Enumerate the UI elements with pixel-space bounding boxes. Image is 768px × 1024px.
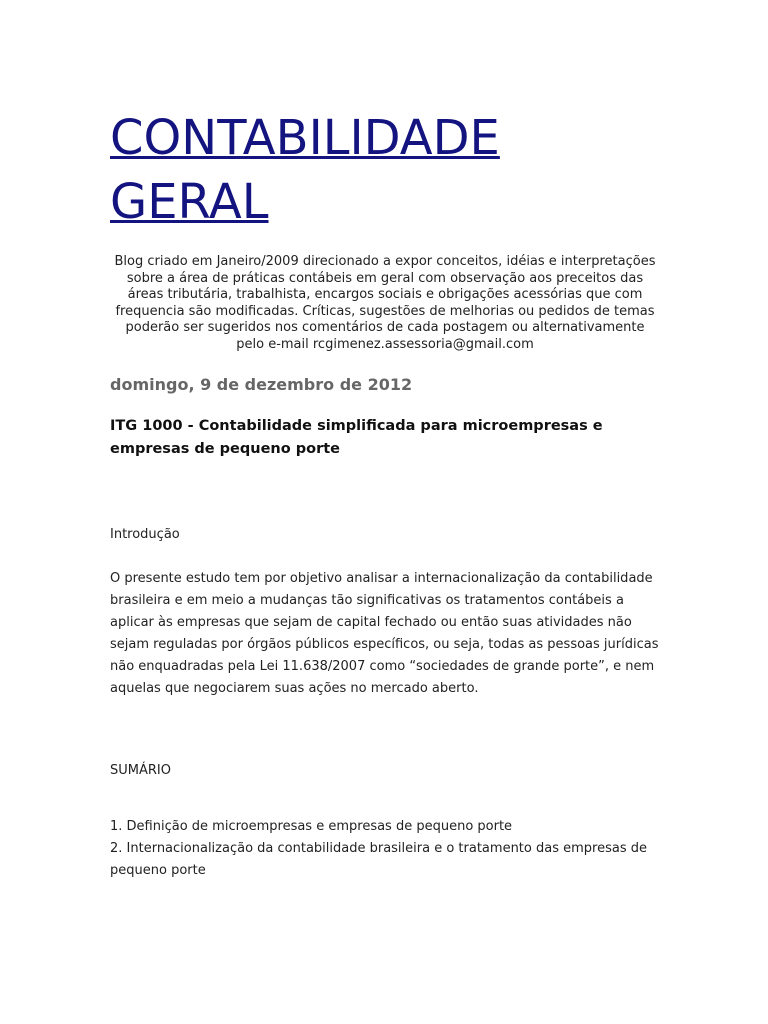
summary-list — [110, 816, 660, 882]
summary-item: 2. Internacionalização da contabilidade brasileira e o tratamento das empresas de pequeno porte — [110, 841, 647, 878]
post-area — [110, 375, 660, 882]
blog-page — [110, 106, 660, 882]
intro-heading: Introdução — [110, 527, 180, 542]
summary-heading: SUMÁRIO — [110, 763, 171, 778]
intro-paragraph: O presente estudo tem por objetivo analisar a internacionalização da contabilidade brasileira e em meio a mudanças tão significativas os tratamentos contábeis a aplicar às empresas que sejam de capital fechado ou então suas atividades não sejam reguladas por órgãos públicos específicos, ou seja, todas as pessoas jurídicas não enquadradas pela Lei 11.638/2007 como “sociedades de grande porte”, e nem aquelas que negociarem suas ações no mercado aberto. — [110, 571, 659, 696]
blog-description: Blog criado em Janeiro/2009 direcionado a expor conceitos, idéias e interpretações sobre a área de práticas contábeis em geral com observação aos preceitos das áreas tributária, trabalhista, encargos sociais e obrigações acessórias que com frequencia são modificadas. Críticas, sugestões de melhorias ou pedidos de temas poderão ser sugeridos nos comentários de cada postagem ou alternativamente pelo e-mail rcgimenez.assessoria@gmail.com — [114, 254, 656, 352]
blog-header — [110, 106, 660, 353]
summary-item: 1. Definição de microempresas e empresas de pequeno porte — [110, 819, 513, 834]
post-body — [110, 524, 660, 882]
post-date: domingo, 9 de dezembro de 2012 — [110, 375, 413, 394]
post-title[interactable]: ITG 1000 - Contabilidade simplificada para microempresas e empresas de pequeno porte — [110, 418, 603, 457]
blog-title-link[interactable]: CONTABILIDADE GERAL — [110, 110, 500, 230]
